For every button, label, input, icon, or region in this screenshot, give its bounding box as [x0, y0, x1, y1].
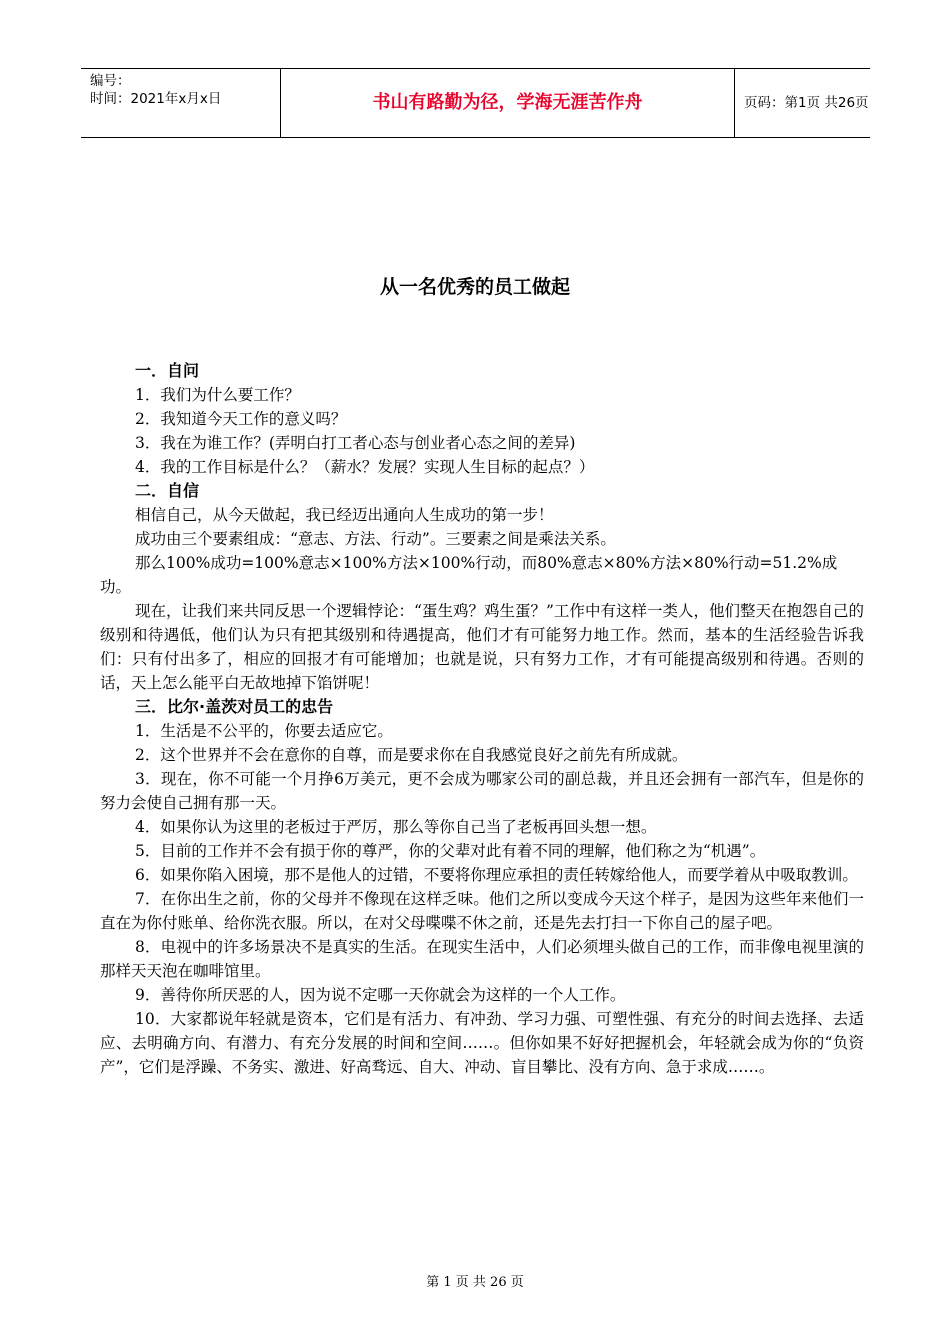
- paragraph: 2．这个世界并不会在意你的自尊，而是要求你在自我感觉良好之前先有所成就。: [135, 746, 688, 764]
- page-footer: 第 1 页 共 26 页: [426, 1275, 524, 1290]
- paragraph: 现在，让我们来共同反思一个逻辑悖论：“蛋生鸡？鸡生蛋？”工作中有这样一类人，他们整天在抱怨自己的级别和待遇低，他们认为只有把其级别和待遇提高，他们才有可能努力地工作。然而，基本的生活经验告诉我们：只有付出多了，相应的回报才有可能增加；也就是说，只有努力工作，才有可能提高级别和待遇。否则的话，天上怎么能平白无故地掉下馅饼呢！: [100, 602, 864, 692]
- paragraph: 3．现在，你不可能一个月挣6万美元，更不会成为哪家公司的副总裁，并且还会拥有一部汽车，但是你的努力会使自己拥有那一天。: [100, 770, 864, 812]
- paragraph: 9．善待你所厌恶的人，因为说不定哪一天你就会为这样的一个人工作。: [135, 986, 626, 1004]
- section-heading: 二．自信: [135, 481, 200, 500]
- paragraph: 1．生活是不公平的，你要去适应它。: [135, 722, 393, 740]
- header-table: [81, 68, 870, 138]
- paragraph: 7．在你出生之前，你的父母并不像现在这样乏味。他们之所以变成今天这个样子，是因为这些年来他们一直在为你付账单、给你洗衣服。所以，在对父母喋喋不休之前，还是先去打扫一下你自己的屋子吧。: [100, 890, 864, 932]
- list-item: 3．我在为谁工作？(弄明白打工者心态与创业者心态之间的差异): [135, 434, 576, 452]
- paragraph: 10．大家都说年轻就是资本，它们是有活力、有冲劲、学习力强、可塑性强、有充分的时间去选择、去适应、去明确方向、有潜力、有充分发展的时间和空间……。但你如果不好好把握机会，年轻就会成为你的“负资产”，它们是浮躁、不务实、激进、好高骛远、自大、冲动、盲目攀比、没有方向、急于求成……。: [100, 1010, 864, 1076]
- number-label: 编号：: [90, 73, 131, 89]
- document-body: [100, 359, 864, 1079]
- section-heading: 三．比尔·盖茨对员工的忠告: [135, 697, 334, 716]
- header-meta-cell: [81, 69, 281, 137]
- header-page-label: 页码：第1页 共26页: [744, 95, 869, 111]
- paragraph: 那么100%成功=100%意志×100%方法×100%行动，而80%意志×80%方法×80%行动=51.2%成功。: [100, 554, 838, 596]
- list-item: 1．我们为什么要工作？: [135, 386, 300, 404]
- paragraph: 8．电视中的许多场景决不是真实的生活。在现实生活中，人们必须埋头做自己的工作，而非像电视里演的那样天天泡在咖啡馆里。: [100, 938, 864, 980]
- list-item: 2．我知道今天工作的意义吗？: [135, 410, 347, 428]
- document-title: 从一名优秀的员工做起: [379, 276, 570, 298]
- paragraph: 成功由三个要素组成：“意志、方法、行动”。三要素之间是乘法关系。: [135, 530, 616, 548]
- paragraph: 4．如果你认为这里的老板过于严厉，那么等你自己当了老板再回头想一想。: [135, 818, 657, 836]
- paragraph: 5．目前的工作并不会有损于你的尊严，你的父辈对此有着不同的理解，他们称之为“机遇”。: [135, 842, 766, 860]
- header-motto: 书山有路勤为径，学海无涯苦作舟: [281, 69, 735, 137]
- paragraph: 6．如果你陷入困境，那不是他人的过错，不要将你理应承担的责任转嫁给他人，而要学着从中吸取教训。: [135, 866, 858, 884]
- paragraph: 相信自己，从今天做起，我已经迈出通向人生成功的第一步！: [135, 506, 554, 524]
- list-item: 4．我的工作目标是什么？（薪水？发展？实现人生目标的起点？）: [135, 458, 595, 476]
- section-heading: 一．自问: [135, 361, 200, 380]
- time-label: 时间：2021年x月x日: [90, 91, 222, 107]
